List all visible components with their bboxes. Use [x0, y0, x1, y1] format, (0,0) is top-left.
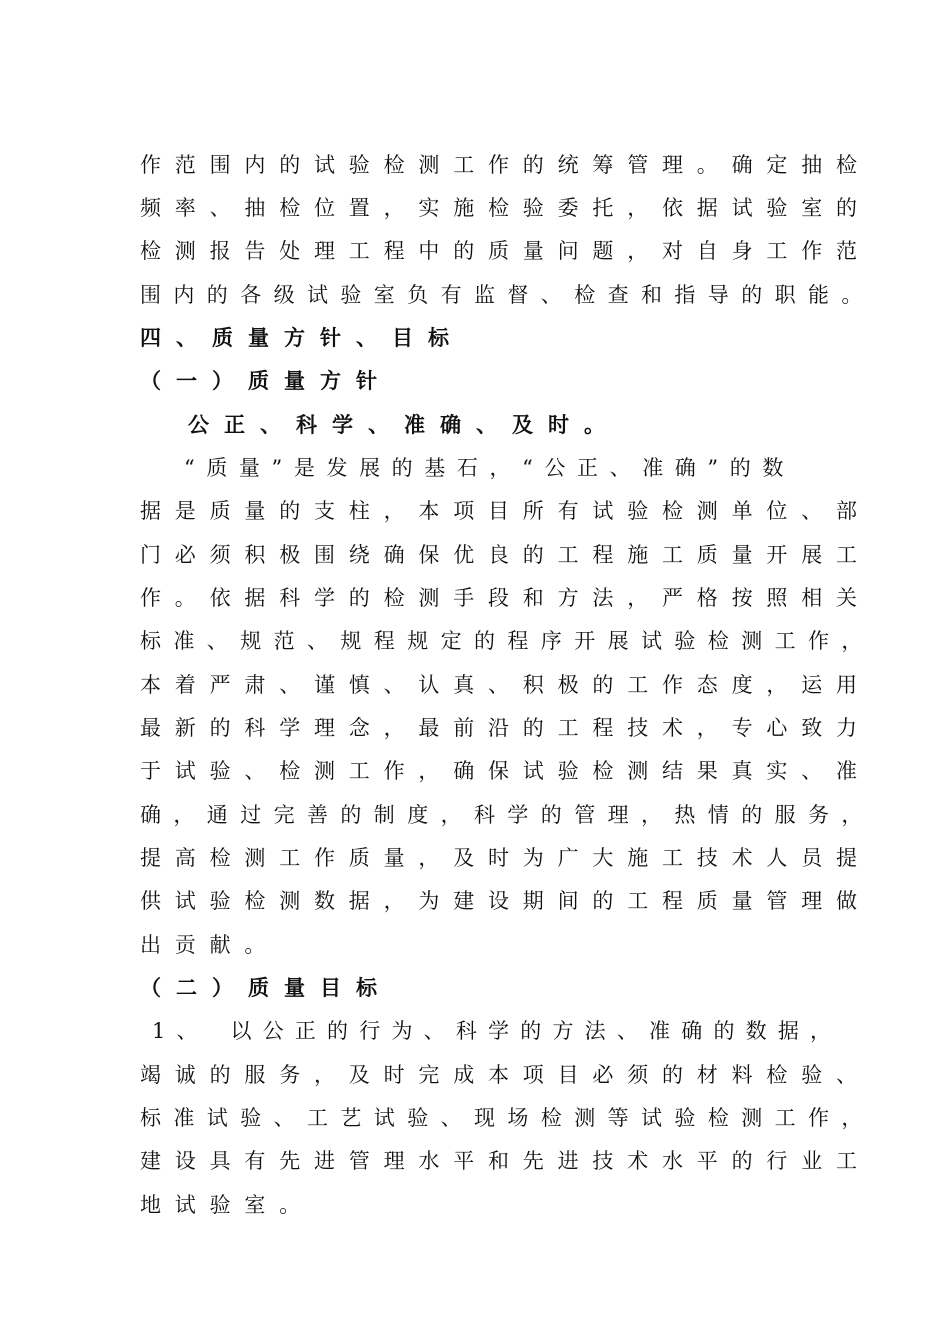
goal-item-1-line-2: 竭诚的服务，及时完成本项目必须的材料检验、	[140, 1063, 871, 1087]
goal-item-1-line-5: 地试验室。	[140, 1193, 314, 1217]
body-line-17: 提高检测工作质量，及时为广大施工技术人员提	[140, 846, 871, 870]
goal-item-1-line-4: 建设具有先进管理水平和先进技术水平的行业工	[140, 1149, 871, 1173]
body-line-12: 标准、规范、规程规定的程序开展试验检测工作，	[140, 629, 875, 653]
goal-item-1-line-3: 标准试验、工艺试验、现场检测等试验检测工作，	[140, 1106, 875, 1130]
body-line-1: 作范围内的试验检测工作的统筹管理。确定抽检	[140, 153, 871, 177]
body-line-14: 最新的科学理念，最前沿的工程技术，专心致力	[140, 716, 871, 740]
body-line-16: 确，通过完善的制度，科学的管理，热情的服务，	[140, 803, 875, 827]
section-heading-quality-policy-goals: 四、质量方针、目标	[140, 325, 464, 350]
body-line-4: 围内的各级试验室负有监督、检查和指导的职能。	[140, 283, 875, 307]
goal-item-1-line-1: 1、 以公正的行为、科学的方法、准确的数据，	[152, 1019, 843, 1043]
subsection-heading-quality-goals: （二）质量目标	[140, 975, 392, 1000]
body-line-10: 门必须积极围绕确保优良的工程施工质量开展工	[140, 543, 871, 567]
body-line-15: 于试验、检测工作，确保试验检测结果真实、准	[140, 759, 871, 783]
body-line-8: “质量”是发展的基石，“公正、准确”的数	[184, 456, 795, 480]
body-line-2: 频率、抽检位置，实施检验委托，依据试验室的	[140, 196, 871, 220]
body-line-19: 出贡献。	[140, 933, 280, 957]
quality-policy-statement: 公正、科学、准确、及时。	[188, 412, 620, 437]
body-line-13: 本着严肃、谨慎、认真、积极的工作态度，运用	[140, 673, 871, 697]
body-line-9: 据是质量的支柱，本项目所有试验检测单位、部	[140, 499, 871, 523]
body-line-18: 供试验检测数据，为建设期间的工程质量管理做	[140, 889, 871, 913]
body-line-3: 检测报告处理工程中的质量问题，对自身工作范	[140, 239, 871, 263]
body-line-11: 作。依据科学的检测手段和方法，严格按照相关	[140, 586, 871, 610]
subsection-heading-quality-policy: （一）质量方针	[140, 368, 392, 393]
